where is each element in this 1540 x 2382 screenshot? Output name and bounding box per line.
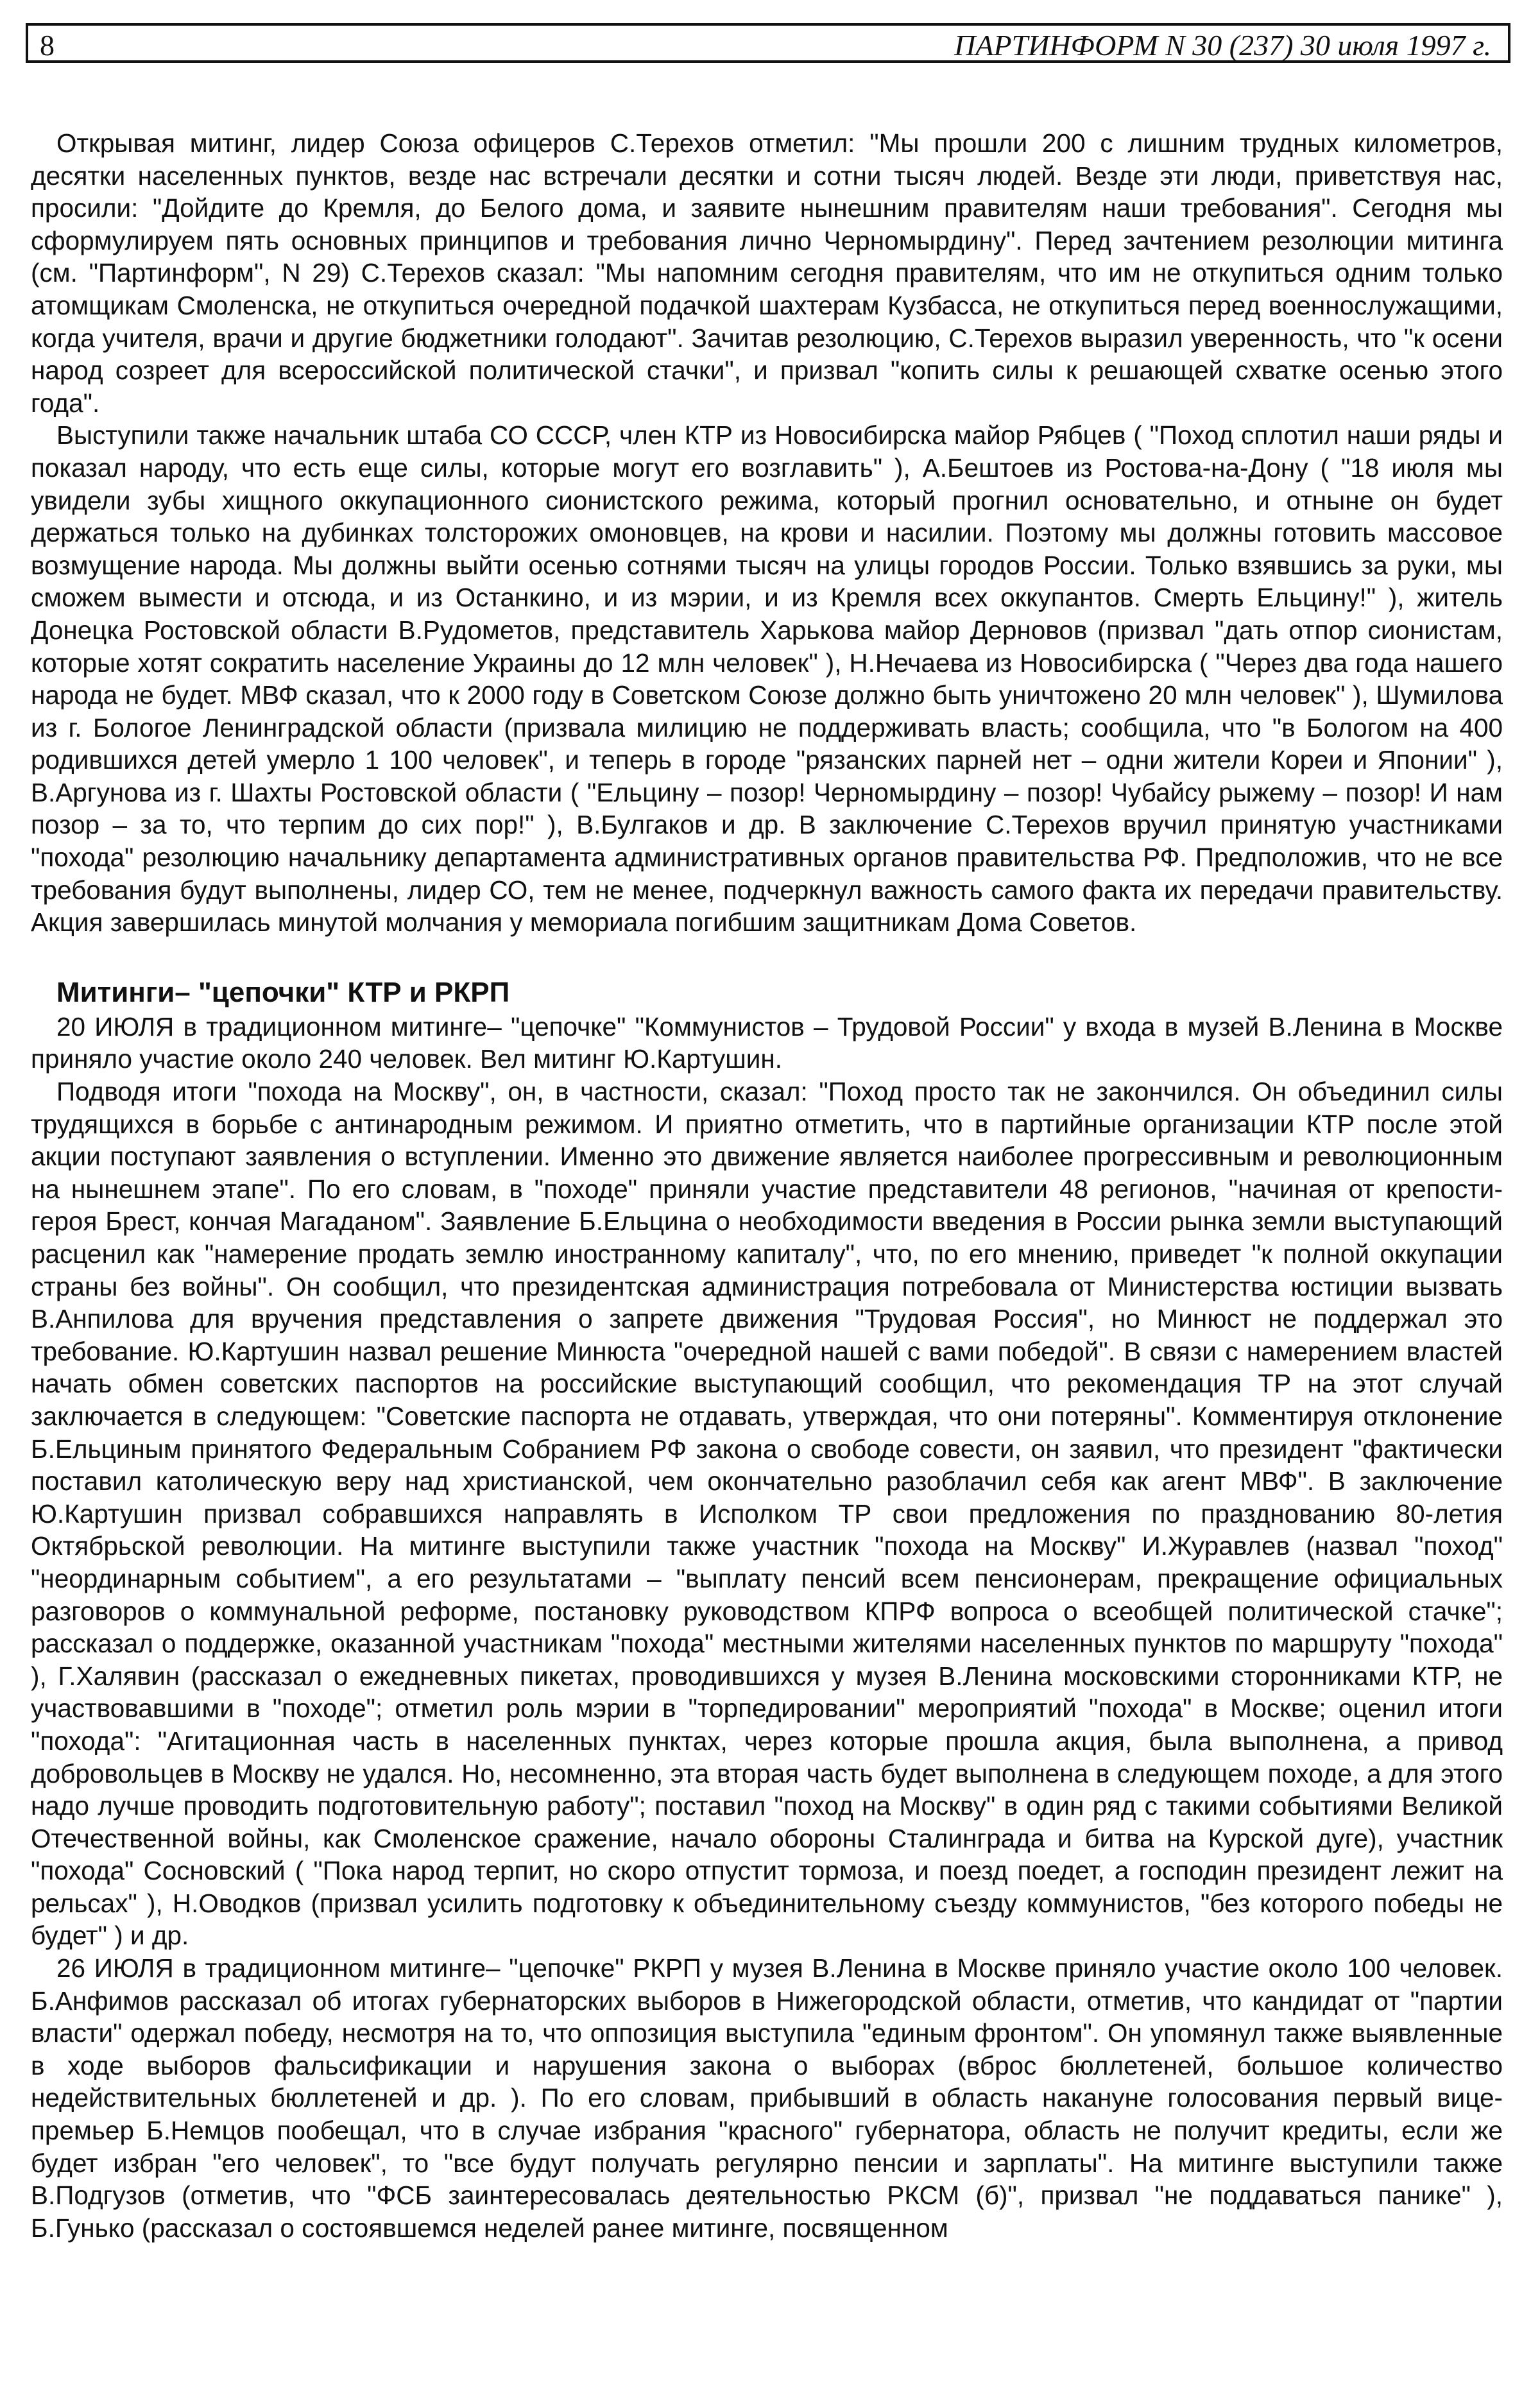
paragraph: Выступили также начальник штаба СО СССР, член КТР из Новосибирска майор Рябцев ( "Поход сплотил наши ряды и показал народу, что есть еще силы, которые могут его возглавить" ), А.Бештоев из Ростова-на-Дону ( "18 июля мы увидели зубы хищного оккупационного сионистского режима, который прогнил основательно, и отныне он будет держаться только на дубинках толсторожих омоновцев, на крови и насилии. Поэтому мы должны готовить массовое возмущение народа. Мы должны выйти осенью сотнями тысяч на улицы городов России. Только взявшись за руки, мы сможем вымести и отсюда, и из Останкино, и из мэрии, и из Кремля всех оккупантов. Смерть Ельцину!" ), житель Донецка Ростовской области В.Рудометов, представитель Харькова майор Дерновов (призвал "дать отпор сионистам, которые хотят сократить население Украины до 12 млн человек" ), Н.Нечаева из Новосибирска ( "Через два года нашего народа не будет. МВФ сказал, что к 2000 году в Советском Союзе должно быть уничтожено 20 млн человек" ), Шумилова из г. Бологое Ленинградской области (призвала милицию не поддерживать власть; сообщила, что "в Бологом на 400 родившихся детей умерло 1 100 человек", и теперь в городе "рязанских парней нет – одни жители Кореи и Японии" ), В.Аргунова из г. Шахты Ростовской области ( "Ельцину – позор! Черномырдину – позор! Чубайсу рыжему – позор! И нам позор – за то, что терпим до сих пор!" ), В.Булгаков и др. В заключение С.Терехов вручил принятую участниками "похода" резолюцию начальнику департамента административных органов правительства РФ. Предположив, что не все требования будут выполнены, лидер СО, тем не менее, подчеркнул важность самого факта их передачи правительству. Акция завершилась минутой молчания у мемориала погибшим защитникам Дома Советов. [31,420,1503,938]
issue-info: ПАРТИНФОРМ N 30 (237) 30 июля 1997 г. [954,29,1491,62]
page-number: 8 [40,29,55,62]
article-body [31,127,1503,2244]
page-header [26,23,1510,63]
paragraph: 26 ИЮЛЯ в традиционном митинге– "цепочке" РКРП у музея В.Ленина в Москве приняло участие около 100 человек. Б.Анфимов рассказал об итогах губернаторских выборов в Нижегородской области, отметив, что кандидат от "партии власти" одержал победу, несмотря на то, что оппозиция выступила "единым фронтом". Он упомянул также выявленные в ходе выборов фальсификации и нарушения закона о выборах (вброс бюллетеней, большое количество недействительных бюллетеней и др. ). По его словам, прибывший в область накануне голосования первый вице-премьер Б.Немцов пообещал, что в случае избрания "красного" губернатора, область не получит кредиты, если же будет избран "его человек", то "все будут получать регулярно пенсии и зарплаты". На митинге выступили также В.Подгузов (отметив, что "ФСБ заинтересовалась деятельностью РКСМ (б)", призвал "не поддаваться панике" ), Б.Гунько (рассказал о состоявшемся неделей ранее митинге, посвященном [31,1953,1503,2243]
paragraph: 20 ИЮЛЯ в традиционном митинге– "цепочке" "Коммунистов – Трудовой России" у входа в музей В.Ленина в Москве приняло участие около 240 человек. Вел митинг Ю.Картушин. [31,1011,1503,1074]
section-title: Митинги– "цепочки" КТР и РКРП [56,976,510,1008]
paragraph: Открывая митинг, лидер Союза офицеров С.Терехов отметил: "Мы прошли 200 с лишним трудных километров, десятки населенных пунктов, везде нас встречали десятки и сотни тысяч людей. Везде эти люди, приветствуя нас, просили: "Дойдите до Кремля, до Белого дома, и заявите нынешним правителям наши требования". Сегодня мы сформулируем пять основных принципов и требования лично Черномырдину". Перед зачтением резолюции митинга (см. "Партинформ", N 29) С.Терехов сказал: "Мы напомним сегодня правителям, что им не откупиться одним только атомщикам Смоленска, не откупиться очередной подачкой шахтерам Кузбасса, не откупиться перед военнослужащими, когда учителя, врачи и другие бюджетники голодают". Зачитав резолюцию, С.Терехов выразил уверенность, что "к осени народ созреет для всероссийской политической стачки", и призвал "копить силы к решающей схватке осенью этого года". [31,128,1503,418]
paragraph: Подводя итоги "похода на Москву", он, в частности, сказал: "Поход просто так не закончился. Он объединил силы трудящихся в борьбе с антинародным режимом. И приятно отметить, что в партийные организации КТР после этой акции поступают заявления о вступлении. Именно это движение является наиболее прогрессивным и революционным на нынешнем этапе". По его словам, в "походе" приняли участие представители 48 регионов, "начиная от крепости-героя Брест, кончая Магаданом". Заявление Б.Ельцина о необходимости введения в России рынка земли выступающий расценил как "намерение продать землю иностранному капиталу", что, по его мнению, приведет "к полной оккупации страны без войны". Он сообщил, что президентская администрация потребовала от Министерства юстиции вызвать В.Анпилова для вручения представления о запрете движения "Трудовая Россия", но Минюст не поддержал это требование. Ю.Картушин назвал решение Минюста "очередной нашей с вами победой". В связи с намерением властей начать обмен советских паспортов на российские выступающий сообщил, что рекомендация ТР на этот случай заключается в следующем: "Советские паспорта не отдавать, утверждая, что они потеряны". Комментируя отклонение Б.Ельциным принятого Федеральным Собранием РФ закона о свободе совести, он заявил, что президент "фактически поставил католическую веру над христианской, чем окончательно разоблачил себя как агент МВФ". В заключение Ю.Картушин призвал собравшихся направлять в Исполком ТР свои предложения по празднованию 80-летия Октябрьской революции. На митинге выступили также участник "похода на Москву" И.Журавлев (назвал "поход" "неординарным событием", а его результатами – "выплату пенсий всем пенсионерам, прекращение официальных разговоров о коммунальной реформе, постановку руководством КПРФ вопроса о всеобщей политической стачке"; рассказал о поддержке, оказанной участникам "похода" местными жителями населенных пунктов по маршруту "похода" ), Г.Халявин (рассказал о ежедневных пикетах, проводившихся у музея В.Ленина московскими сторонниками КТР, не участвовавшими в "походе"; отметил роль мэрии в "торпедировании" мероприятий "похода" в Москве; оценил итоги "похода": "Агитационная часть в населенных пунктах, через которые прошла акция, была выполнена, а привод добровольцев в Москву не удался. Но, несомненно, эта вторая часть будет выполнена в следующем походе, а для этого надо лучше проводить подготовительную работу"; поставил "поход на Москву" в один ряд с такими событиями Великой Отечественной войны, как Смоленское сражение, начало обороны Сталинграда и битва на Курской дуге), участник "похода" Сосновский ( "Пока народ терпит, но скоро отпустит тормоза, и поезд поедет, а господин президент лежит на рельсах" ), Н.Оводков (призвал усилить подготовку к объединительному съезду коммунистов, "без которого победы не будет" ) и др. [31,1077,1503,1951]
